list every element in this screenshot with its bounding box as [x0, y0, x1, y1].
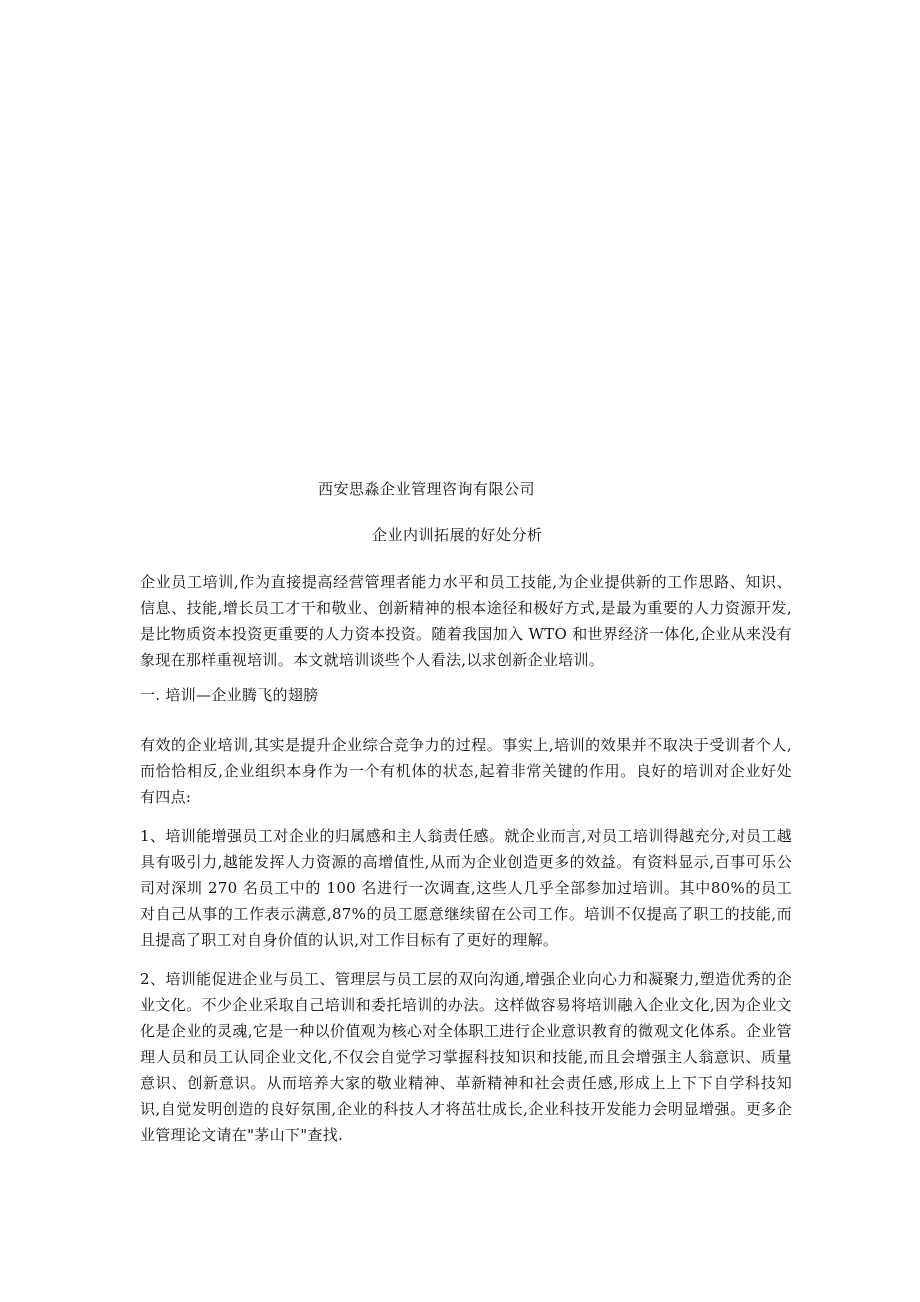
- intro-paragraph: 企业员工培训,作为直接提高经营管理者能力水平和员工技能,为企业提供新的工作思路、知识、信息、技能,增长员工才干和敬业、创新精神的根本途径和极好方式,是最为重要的人力资源开发,是比物质资本投资更重要的人力资本投资。随着我国加入 WTO 和世界经济一体化,企业从来没有象现在那样重视培训。本文就培训谈些个人看法,以求创新企业培训。: [140, 573, 792, 669]
- point-2-paragraph: 2、培训能促进企业与员工、管理层与员工层的双向沟通,增强企业向心力和凝聚力,塑造优秀的企业文化。不少企业采取自己培训和委托培训的办法。这样做容易将培训融入企业文化,因为企业文化是企业的灵魂,它是一种以价值观为核心对全体职工进行企业意识教育的微观文化体系。企业管理人员和员工认同企业文化,不仅会自觉学习掌握科技知识和技能,而且会增强主人翁意识、质量意识、创新意识。从而培养大家的敬业精神、革新精神和社会责任感,形成上上下下自学科技知识,自觉发明创造的良好氛围,企业的科技人才将茁壮成长,企业科技开发能力会明显增强。更多企业管理论文请在"茅山下"查找.: [140, 970, 792, 1144]
- section-heading: 一. 培训—企业腾飞的翅膀: [140, 686, 319, 704]
- company-name: 西安思淼企业管理咨询有限公司: [318, 480, 536, 498]
- section-intro-paragraph: 有效的企业培训,其实是提升企业综合竞争力的过程。事实上,培训的效果并不取决于受训者个人,而恰恰相反,企业组织本身作为一个有机体的状态,起着非常关键的作用。良好的培训对企业好处有四点:: [140, 736, 792, 806]
- document-title: 企业内训拓展的好处分析: [372, 526, 543, 544]
- point-1-paragraph: 1、培训能增强员工对企业的归属感和主人翁责任感。就企业而言,对员工培训得越充分,对员工越具有吸引力,越能发挥人力资源的高增值性,从而为企业创造更多的效益。有资料显示,百事可乐公司对深圳 270 名员工中的 100 名进行一次调查,这些人几乎全部参加过培训。其中80%的员工对自己从事的工作表示满意,87%的员工愿意继续留在公司工作。培训不仅提高了职工的技能,而且提高了职工对自身价值的认识,对工作目标有了更好的理解。: [140, 827, 792, 949]
